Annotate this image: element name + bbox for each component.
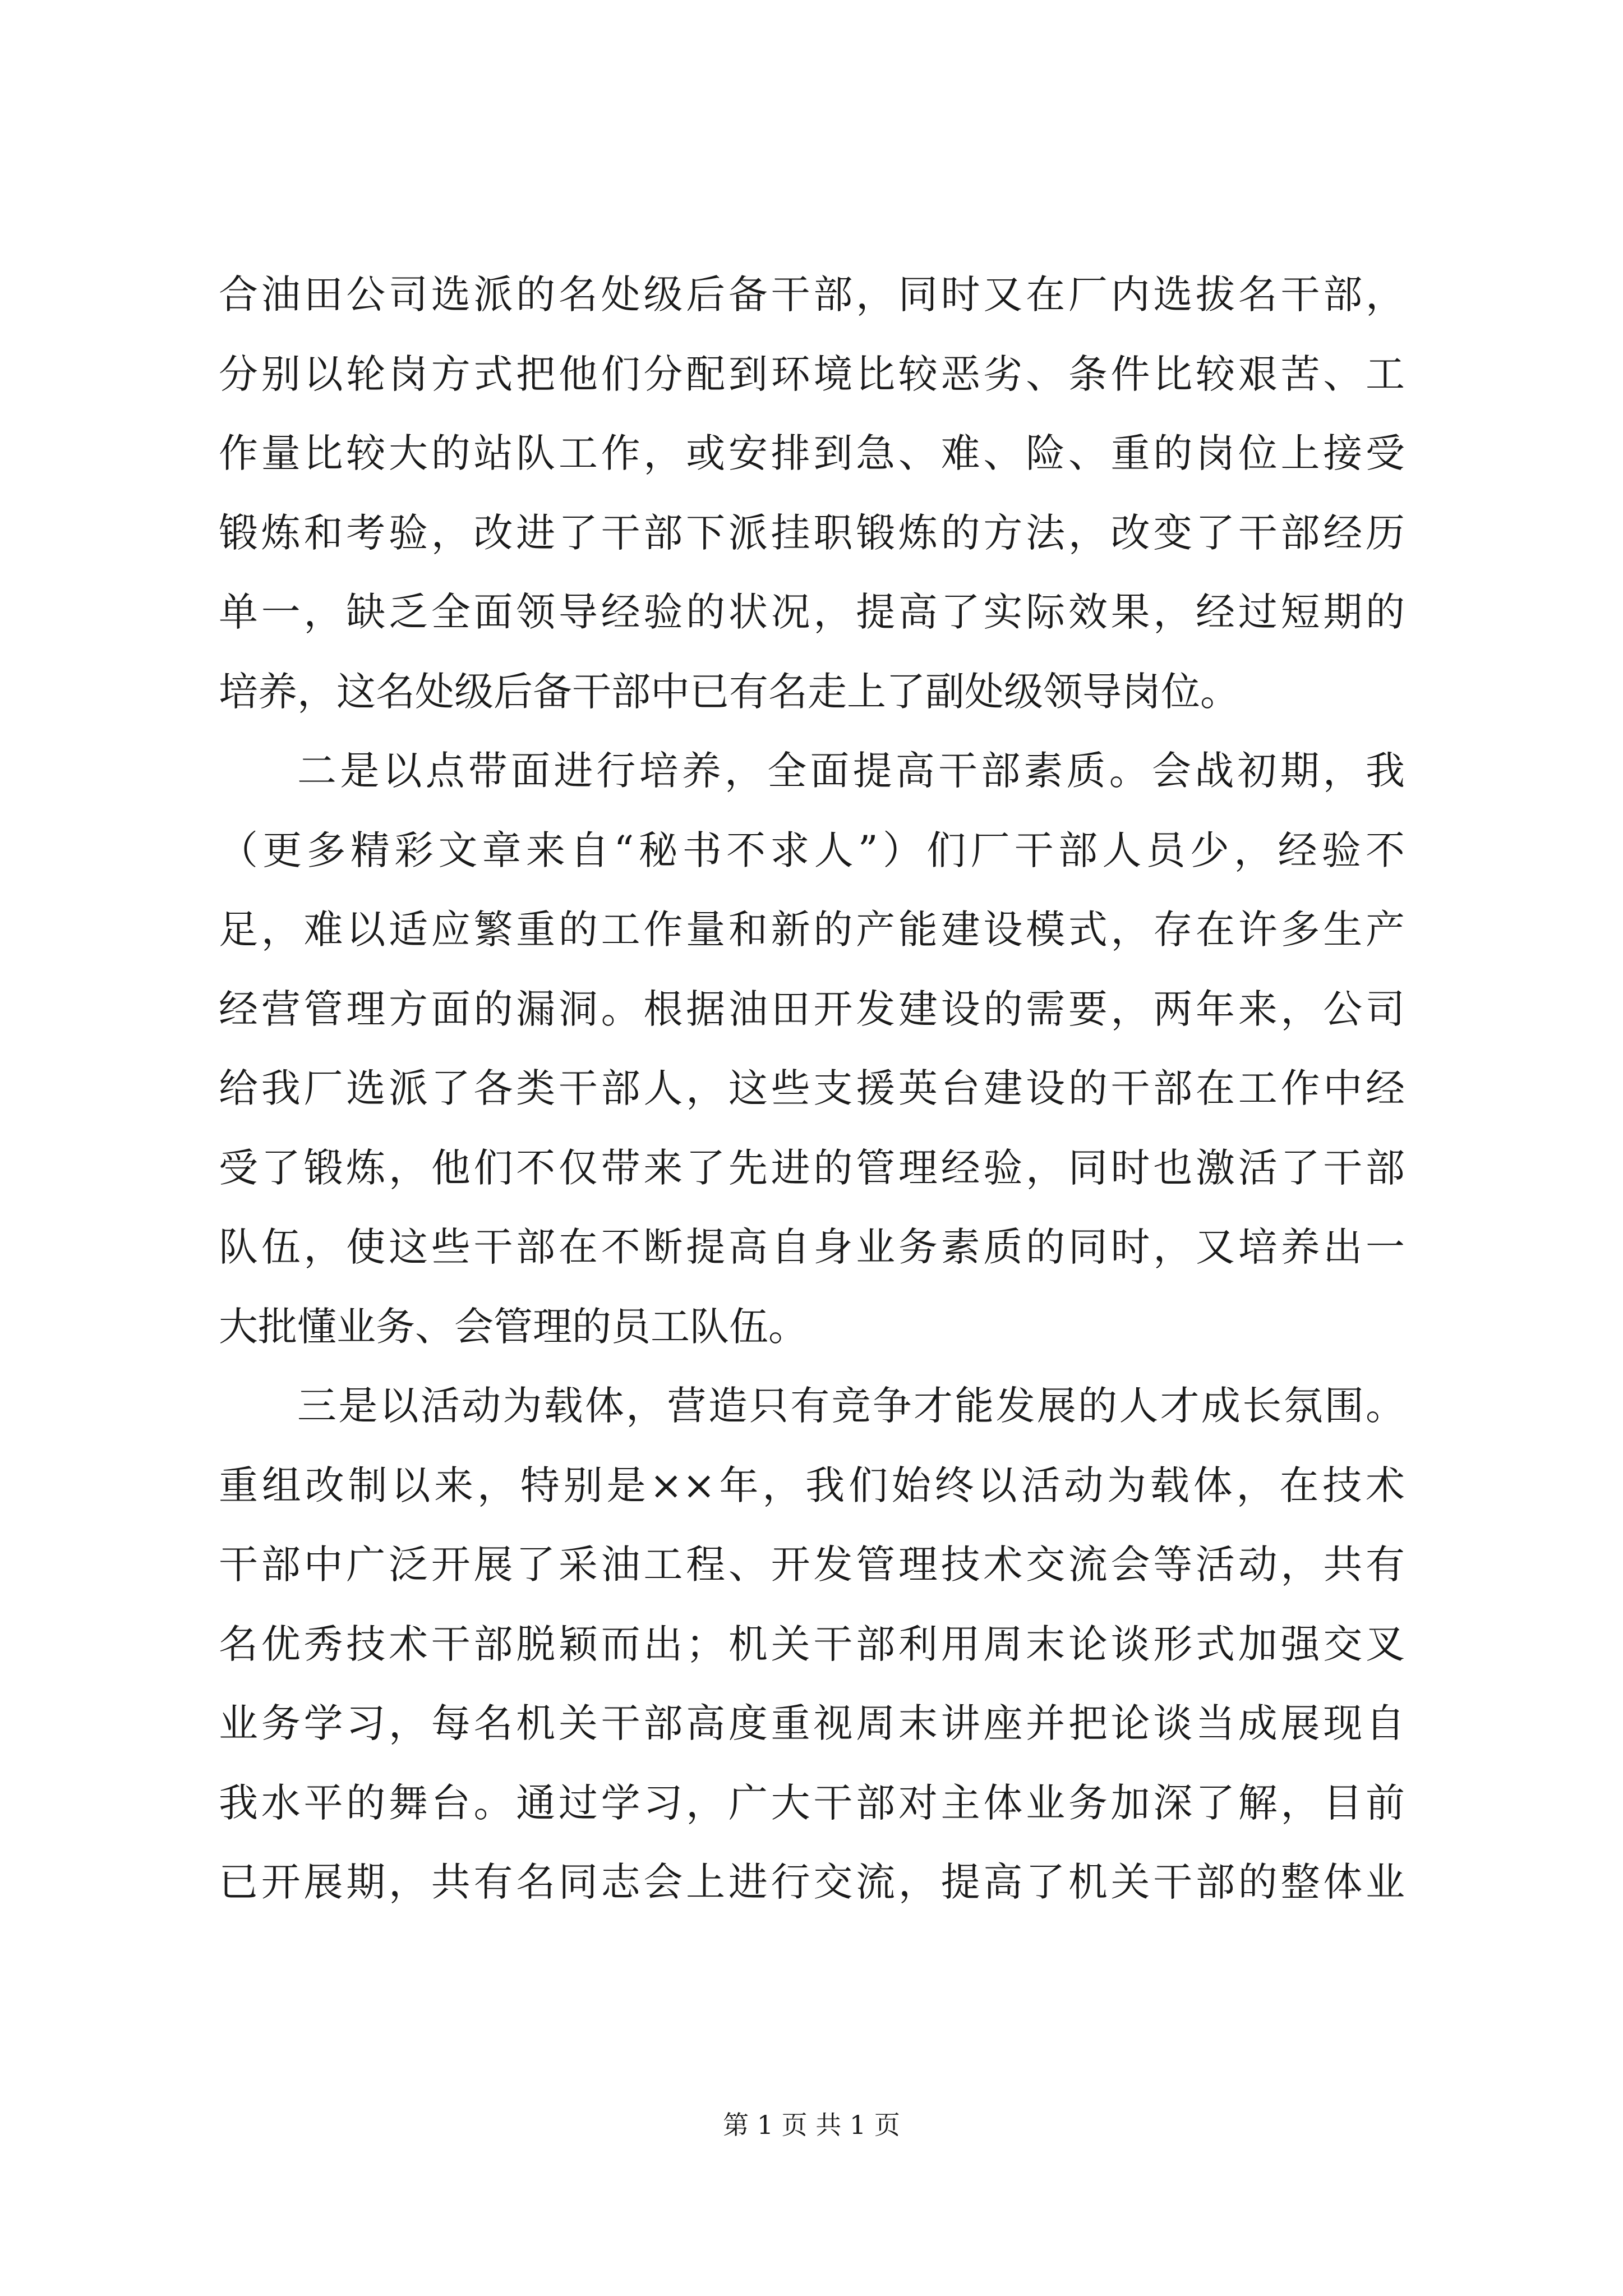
text-line: 受了锻炼，他们不仅带来了先进的管理经验，同时也激活了干部 [219, 1144, 1405, 1191]
text-line: 经营管理方面的漏洞。根据油田开发建设的需要，两年来，公司 [219, 986, 1405, 1032]
text-line: 重组改制以来，特别是××年，我们始终以活动为载体，在技术 [219, 1462, 1405, 1508]
text-line: 合油田公司选派的名处级后备干部，同时又在厂内选拔名干部， [219, 272, 1405, 318]
text-line: 我水平的舞台。通过学习，广大干部对主体业务加深了解，目前 [219, 1779, 1405, 1826]
text-line: 足，难以适应繁重的工作量和新的产能建设模式，存在许多生产 [219, 907, 1405, 953]
text-line: 单一，缺乏全面领导经验的状况，提高了实际效果，经过短期的 [219, 589, 1405, 635]
document-body [219, 255, 1405, 1922]
text-line: 业务学习，每名机关干部高度重视周末讲座并把论谈当成展现自 [219, 1700, 1405, 1746]
text-line: （更多精彩文章来自“秘书不求人”）们厂干部人员少，经验不 [219, 827, 1405, 873]
page-number: 第 1 页 共 1 页 [723, 2110, 900, 2140]
text-line: 三是以活动为载体，营造只有竞争才能发展的人才成长氛围。 [297, 1383, 1405, 1429]
text-line: 已开展期，共有名同志会上进行交流，提高了机关干部的整体业 [219, 1859, 1405, 1905]
page-footer [0, 2108, 1623, 2142]
text-line: 干部中广泛开展了采油工程、开发管理技术交流会等活动，共有 [219, 1542, 1405, 1588]
text-line: 队伍，使这些干部在不断提高自身业务素质的同时，又培养出一 [219, 1224, 1405, 1270]
paragraph [219, 731, 1405, 1366]
paragraph [219, 255, 1405, 731]
text-line: 作量比较大的站队工作，或安排到急、难、险、重的岗位上接受 [219, 430, 1405, 476]
text-line: 名优秀技术干部脱颖而出；机关干部利用周末论谈形式加强交叉 [219, 1621, 1405, 1667]
text-line: 二是以点带面进行培养，全面提高干部素质。会战初期，我 [297, 748, 1405, 794]
text-line: 锻炼和考验，改进了干部下派挂职锻炼的方法，改变了干部经历 [219, 509, 1405, 556]
text-line: 培养，这名处级后备干部中已有名走上了副处级领导岗位。 [219, 668, 1239, 715]
text-line: 分别以轮岗方式把他们分配到环境比较恶劣、条件比较艰苦、工 [219, 351, 1405, 397]
text-line: 大批懂业务、会管理的员工队伍。 [219, 1303, 808, 1350]
paragraph [219, 1366, 1405, 1922]
text-line: 给我厂选派了各类干部人，这些支援英台建设的干部在工作中经 [219, 1065, 1405, 1111]
